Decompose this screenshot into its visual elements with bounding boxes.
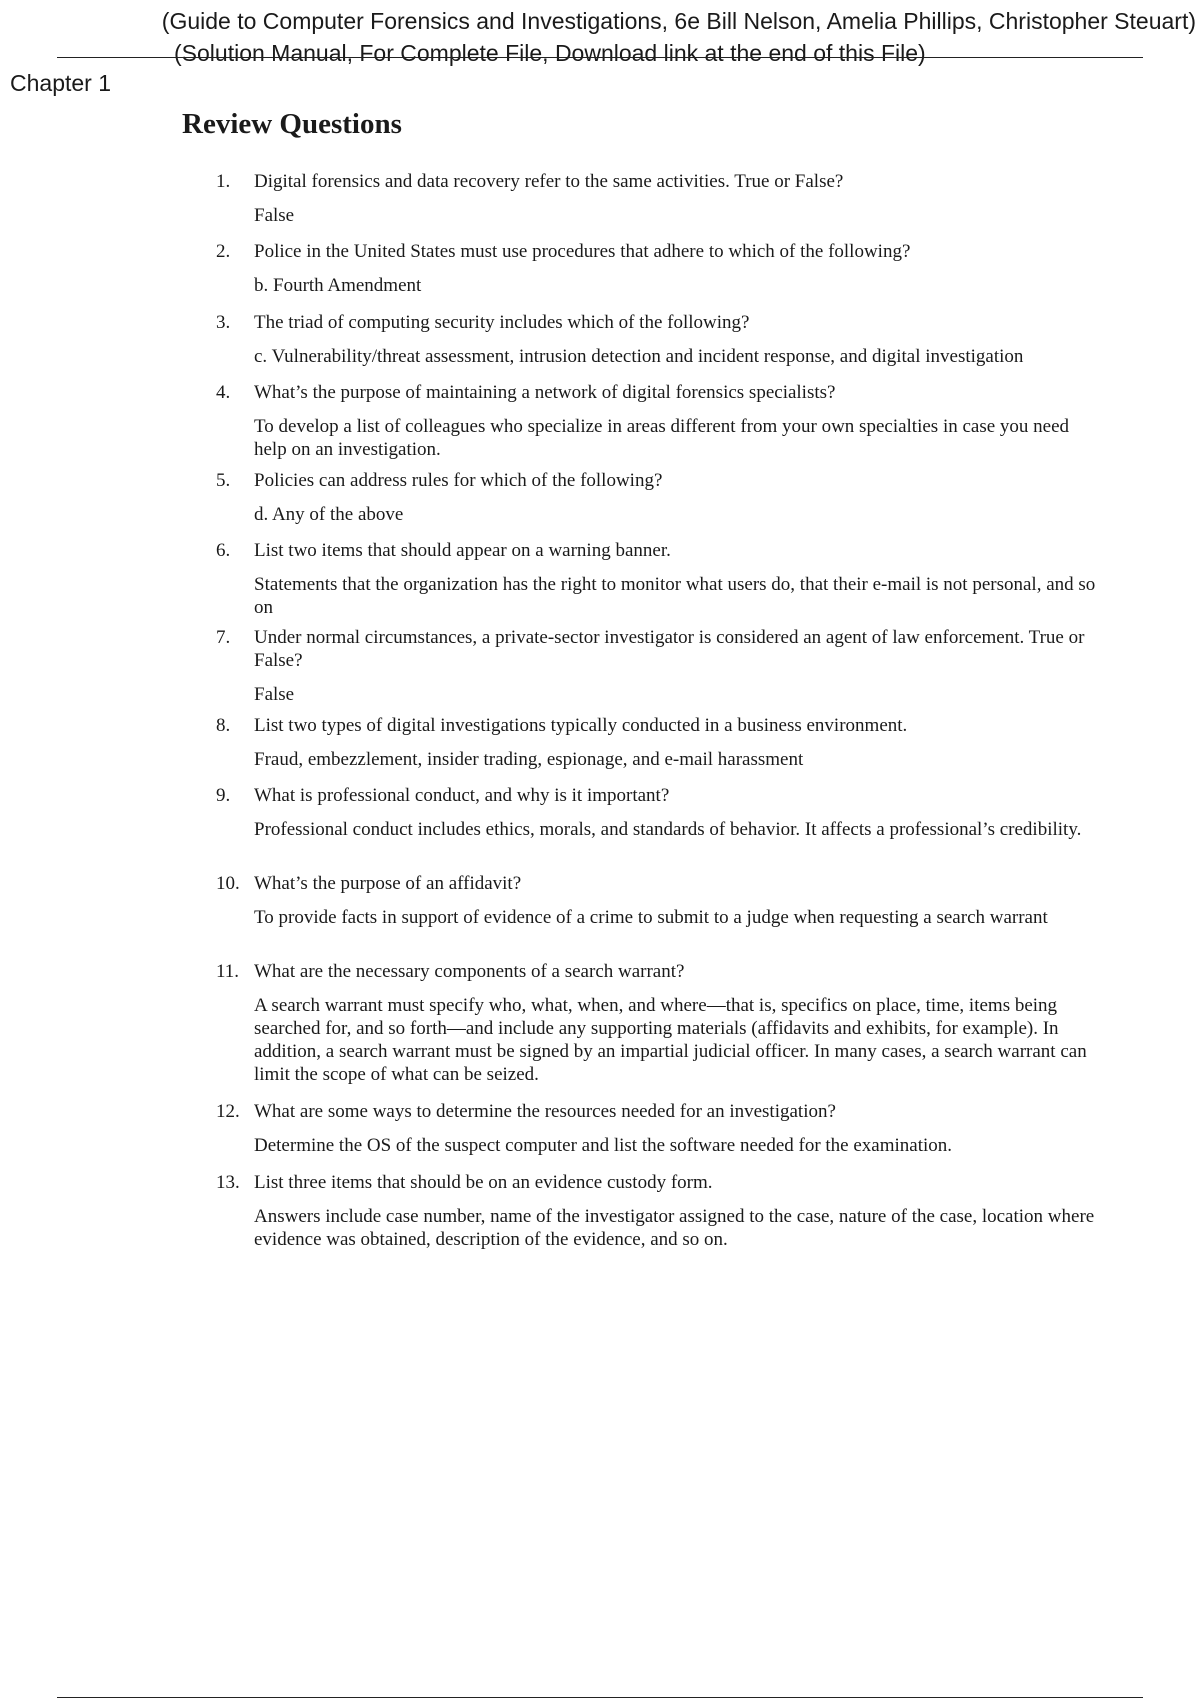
question-item <box>216 626 1096 706</box>
question-text: Policies can address rules for which of the following? <box>254 470 663 491</box>
question-number: 6. <box>216 540 231 561</box>
question-number: 2. <box>216 241 231 262</box>
question-number: 8. <box>216 715 231 736</box>
answer-text: To develop a list of colleagues who specialize in areas different from your own specialties in case you need help on an investigation. <box>254 416 1070 460</box>
question-text: What are some ways to determine the resources needed for an investigation? <box>254 1101 836 1122</box>
question-text: List two types of digital investigations typically conducted in a business environment. <box>254 715 908 736</box>
question-text: What is professional conduct, and why is it important? <box>254 785 670 806</box>
question-item <box>216 714 1096 771</box>
question-item <box>216 960 1096 1086</box>
answer-text: False <box>254 684 295 705</box>
answer-text: A search warrant must specify who, what, when, and where—that is, specifics on place, time, items being searched for, and so forth—and include any supporting materials (affidavits and exhibits, for example). In addition, a search warrant must be signed by an impartial judicial officer. In many cases, a search warrant can limit the scope of what can be seized. <box>254 995 1087 1085</box>
question-item <box>216 311 1096 368</box>
question-item <box>216 240 1096 297</box>
chapter-label: Chapter 1 <box>10 70 112 96</box>
answer-text: Answers include case number, name of the investigator assigned to the case, nature of the case, location where evidence was obtained, description of the evidence, and so on. <box>254 1206 1095 1250</box>
question-text: Police in the United States must use procedures that adhere to which of the following? <box>254 241 911 262</box>
question-number: 12. <box>216 1101 240 1122</box>
answer-text: Fraud, embezzlement, insider trading, espionage, and e-mail harassment <box>254 749 804 770</box>
footer-divider <box>57 1697 1143 1698</box>
answer-text: Professional conduct includes ethics, morals, and standards of behavior. It affects a professional’s credibility. <box>254 819 1082 840</box>
answer-text: b. Fourth Amendment <box>254 275 422 296</box>
question-number: 5. <box>216 470 231 491</box>
question-text: List two items that should appear on a warning banner. <box>254 540 671 561</box>
question-number: 3. <box>216 312 231 333</box>
document-header-title: (Guide to Computer Forensics and Investigations, 6e Bill Nelson, Amelia Phillips, Christopher Steuart) <box>161 8 1196 34</box>
question-item <box>216 170 1096 227</box>
question-item <box>216 1100 1096 1157</box>
answer-text: To provide facts in support of evidence of a crime to submit to a judge when requesting a search warrant <box>254 907 1048 928</box>
answer-text: False <box>254 205 295 226</box>
section-heading: Review Questions <box>182 108 402 140</box>
document-header-subtitle: (Solution Manual, For Complete File, Download link at the end of this File) <box>174 40 926 66</box>
question-number: 10. <box>216 873 240 894</box>
question-text: Digital forensics and data recovery refer to the same activities. True or False? <box>254 171 844 192</box>
answer-text: d. Any of the above <box>254 504 404 525</box>
question-item <box>216 872 1096 929</box>
question-number: 11. <box>216 961 240 982</box>
question-text: What’s the purpose of maintaining a network of digital forensics specialists? <box>254 382 836 403</box>
question-item <box>216 381 1096 461</box>
question-item <box>216 539 1096 619</box>
question-text: The triad of computing security includes which of the following? <box>254 312 750 333</box>
question-number: 7. <box>216 627 231 648</box>
question-text: What are the necessary components of a search warrant? <box>254 961 685 982</box>
question-number: 1. <box>216 171 231 192</box>
question-text: Under normal circumstances, a private-sector investigator is considered an agent of law enforcement. True or False? <box>254 627 1085 671</box>
question-item <box>216 469 1096 526</box>
question-item <box>216 1171 1096 1251</box>
question-text: What’s the purpose of an affidavit? <box>254 873 522 894</box>
answer-text: Statements that the organization has the right to monitor what users do, that their e-mail is not personal, and so on <box>254 574 1096 618</box>
answer-text: c. Vulnerability/threat assessment, intrusion detection and incident response, and digital investigation <box>254 346 1024 367</box>
answer-text: Determine the OS of the suspect computer and list the software needed for the examination. <box>254 1135 953 1156</box>
question-number: 13. <box>216 1172 240 1193</box>
question-number: 9. <box>216 785 231 806</box>
question-item <box>216 784 1096 841</box>
question-text: List three items that should be on an evidence custody form. <box>254 1172 713 1193</box>
question-number: 4. <box>216 382 231 403</box>
